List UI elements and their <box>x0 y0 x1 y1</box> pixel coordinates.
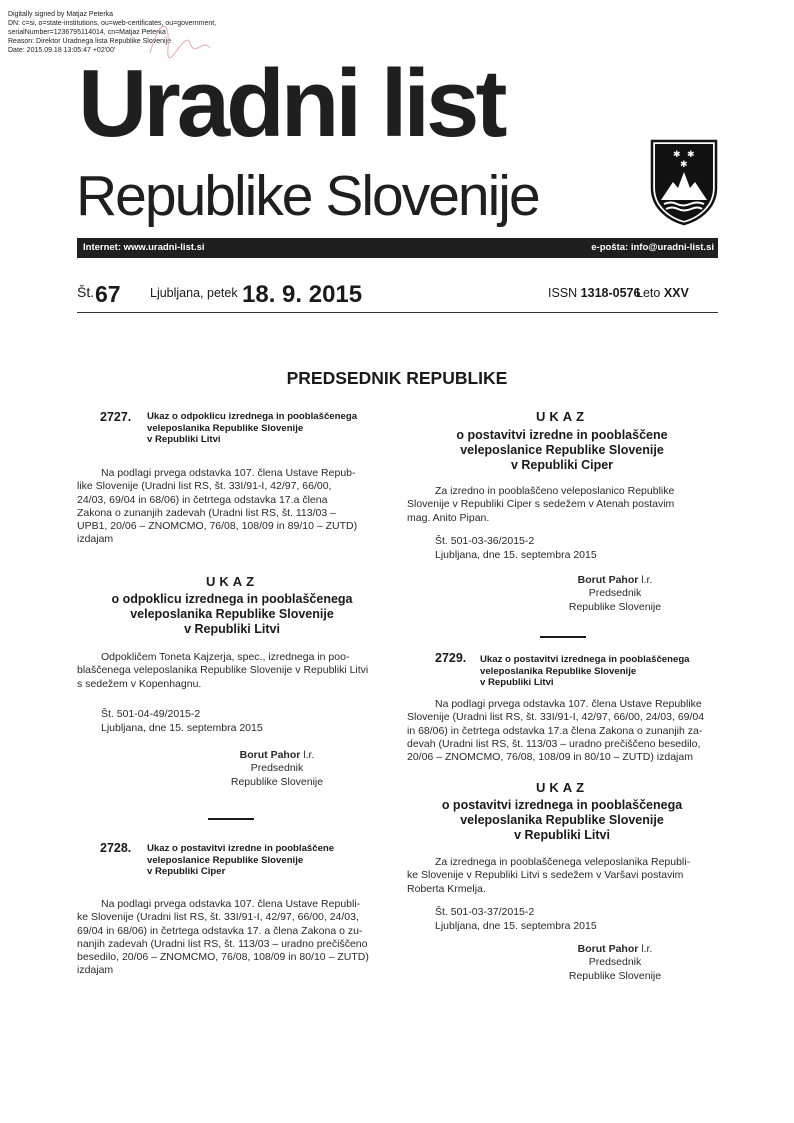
act-body <box>77 651 387 691</box>
act-body <box>407 485 717 525</box>
act-preamble <box>407 698 717 764</box>
text-line: ke Slovenije v Republiki Litvi s sedežem v Varšavi postavim <box>407 869 684 882</box>
text-line: izdajam <box>77 533 114 546</box>
reference-number: Št. 501-03-37/2015-2 <box>435 906 535 918</box>
reference-date: Ljubljana, dne 15. septembra 2015 <box>435 919 597 932</box>
act-heading-line: veleposlanika Republike Slovenije <box>480 665 637 677</box>
ukaz-subject-line: o odpoklicu izrednega in pooblaščenega <box>111 592 353 606</box>
reference-number: Št. 501-03-36/2015-2 <box>435 535 535 547</box>
ukaz-title: UKAZ <box>535 409 589 424</box>
text-line: Roberta Krmelja. <box>407 882 486 895</box>
reference-date: Ljubljana, dne 15. septembra 2015 <box>101 721 263 734</box>
signer-title: Predsednik <box>250 762 304 775</box>
text-line: Slovenije (Uradni list RS, št. 33I/91-I, 42/97, 66/00, 24/03, 69/04 <box>407 711 705 724</box>
signer-block <box>460 574 770 614</box>
coat-of-arms-icon <box>649 138 719 226</box>
act-reference <box>435 906 597 933</box>
svg-text:✱: ✱ <box>673 150 681 160</box>
issue-number-label: Št. <box>77 284 95 300</box>
act-heading <box>147 843 387 878</box>
act-number: 2727. <box>100 410 132 424</box>
svg-text:✱: ✱ <box>687 150 695 160</box>
email-link[interactable]: e-pošta: info@uradni-list.si <box>591 242 714 253</box>
signature-line: Digitally signed by Matjaz Peterka <box>8 11 114 18</box>
section-title: PREDSEDNIK REPUBLIKE <box>286 368 508 388</box>
text-line: in 68/06) in četrtega odstavka 17.a člena Zakona o zunanjih za- <box>407 724 703 737</box>
act-preamble <box>77 467 387 547</box>
signer-name: Borut Pahor <box>577 574 639 586</box>
masthead-bar <box>77 238 718 258</box>
signer-office: Republike Slovenije <box>230 775 324 788</box>
signer-office: Republike Slovenije <box>568 600 662 613</box>
signer-suffix: l.r. <box>300 749 315 761</box>
signer-suffix: l.r. <box>638 943 653 955</box>
signature-line: DN: c=si, o=state-institutions, ou=web-certificates, ou=government, <box>8 20 217 27</box>
act-reference <box>435 535 597 562</box>
ukaz-subject-line: o postavitvi izrednega in pooblaščenega <box>441 798 683 812</box>
text-line: Odpokličem Toneta Kajzerja, spec., izrednega in poo- <box>101 651 350 663</box>
text-line: Za izredno in pooblaščeno veleposlanico Republike <box>435 485 675 497</box>
text-line: besedilo, 20/06 – ZNOMCMO, 76/08, 108/09 in 80/10 – ZUTD) <box>77 951 369 964</box>
header-rule <box>77 312 718 313</box>
text-line: 20/06 – ZNOMCMO, 76/08, 108/09 in 80/10 – ZUTD) izdajam <box>407 751 693 764</box>
signer-suffix: l.r. <box>638 574 653 586</box>
reference-number: Št. 501-04-49/2015-2 <box>101 708 201 720</box>
text-line: 24/03, 69/04 in 68/06) in četrtega odstavka 17.a člena <box>77 493 328 506</box>
text-line: mag. Anito Pipan. <box>407 511 490 524</box>
text-line: Slovenije v Republiki Ciper s sedežem v Atenah postavim <box>407 498 675 511</box>
signer-block <box>122 749 432 789</box>
act-reference <box>101 708 263 735</box>
signer-title: Predsednik <box>588 587 642 600</box>
ukaz-subject-line: v Republiki Litvi <box>184 622 280 636</box>
signer-office: Republike Slovenije <box>568 969 662 982</box>
svg-text:✱: ✱ <box>680 160 688 170</box>
signer-name: Borut Pahor <box>577 943 639 955</box>
signer-block <box>460 943 770 983</box>
reference-date: Ljubljana, dne 15. septembra 2015 <box>435 548 597 561</box>
act-separator <box>540 636 586 638</box>
act-preamble <box>77 898 387 978</box>
text-line: UPB1, 20/06 – ZNOMCMO, 76/08, 108/09 in 89/10 – ZUTD) <box>77 520 358 533</box>
year-volume <box>636 286 689 300</box>
ukaz-subject-line: v Republiki Ciper <box>510 458 614 472</box>
ukaz-title: UKAZ <box>205 574 259 589</box>
text-line: devah (Uradni list RS, št. 113/03 – uradno prečiščeno besedilo, <box>407 737 701 750</box>
act-separator <box>208 818 254 820</box>
act-heading <box>147 411 387 446</box>
masthead-subtitle: Republike Slovenije <box>76 164 539 228</box>
issue-place: Ljubljana, petek <box>150 286 238 300</box>
text-line: izdajam <box>77 964 114 977</box>
website-link[interactable]: Internet: www.uradni-list.si <box>83 242 205 253</box>
issue-date: 18. 9. 2015 <box>242 281 363 308</box>
text-line: Na podlagi prvega odstavka 107. člena Ustave Repub- <box>101 467 356 479</box>
act-heading-line: Ukaz o odpoklicu izrednega in pooblaščenega <box>147 411 358 422</box>
masthead-title: Uradni list <box>78 50 504 157</box>
signer-title: Predsednik <box>588 956 642 969</box>
act-heading-line: v Republiki Ciper <box>147 866 226 878</box>
text-line: ke Slovenije (Uradni list RS, št. 33I/91-I, 42/97, 66/00, 24/03, <box>77 911 359 924</box>
act-heading-line: Ukaz o postavitvi izredne in pooblaščene <box>147 843 335 854</box>
ukaz-subject-line: veleposlanika Republike Slovenije <box>460 813 664 827</box>
issn-value: 1318-0576 <box>580 286 641 300</box>
issn <box>548 286 640 300</box>
leto-label: Leto <box>636 286 661 300</box>
text-line: Zakona o zunanjih zadevah (Uradni list RS, št. 113/03 – <box>77 506 336 519</box>
text-line: Za izrednega in pooblaščenega veleposlanika Republi- <box>435 856 691 868</box>
act-heading-line: Ukaz o postavitvi izrednega in pooblaščenega <box>480 654 690 665</box>
issue-number: 67 <box>95 281 121 307</box>
ukaz-title: UKAZ <box>535 780 589 795</box>
act-heading-line: v Republiki Litvi <box>147 434 221 446</box>
signer-name: Borut Pahor <box>239 749 301 761</box>
act-heading-line: v Republiki Litvi <box>480 677 554 689</box>
text-line: Na podlagi prvega odstavka 107. člena Ustave Republi- <box>101 898 361 910</box>
ukaz-subject <box>407 798 717 843</box>
act-number: 2728. <box>100 841 132 855</box>
act-heading <box>480 654 717 689</box>
act-number: 2729. <box>435 651 467 665</box>
ukaz-subject-line: v Republiki Litvi <box>514 828 610 842</box>
leto-value: XXV <box>663 286 689 300</box>
signature-line: serialNumber=1236795114014, cn=Matjaz Peterka <box>8 29 166 36</box>
act-heading-line: veleposlanika Republike Slovenije <box>147 422 304 434</box>
text-line: s sedežem v Kopenhagnu. <box>77 677 202 690</box>
ukaz-subject <box>77 592 387 637</box>
text-line: blaščenega veleposlanika Republike Slovenije v Republiki Litvi <box>77 664 369 677</box>
signature-line: Reason: Direktor Uradnega lista Republike Slovenije <box>8 38 172 45</box>
ukaz-subject-line: o postavitvi izredne in pooblaščene <box>456 428 668 442</box>
act-body <box>407 856 717 896</box>
text-line: nanjih zadevah (Uradni list RS, št. 113/03 – uradno prečiščeno <box>77 937 368 950</box>
act-heading-line: veleposlanice Republike Slovenije <box>147 854 304 866</box>
text-line: like Slovenije (Uradni list RS, št. 33I/91-I, 42/97, 66/00, <box>77 480 332 493</box>
signature-line: Date: 2015.09.18 13:05:47 +02'00' <box>8 47 116 54</box>
issn-label: ISSN <box>548 286 578 300</box>
ukaz-subject-line: veleposlanice Republike Slovenije <box>460 443 664 457</box>
ukaz-subject <box>407 428 717 473</box>
text-line: Na podlagi prvega odstavka 107. člena Ustave Republike <box>435 698 702 710</box>
ukaz-subject-line: veleposlanika Republike Slovenije <box>130 607 334 621</box>
text-line: 69/04 in 68/06) in četrtega odstavka 17. a člena Zakona o zu- <box>77 924 363 937</box>
